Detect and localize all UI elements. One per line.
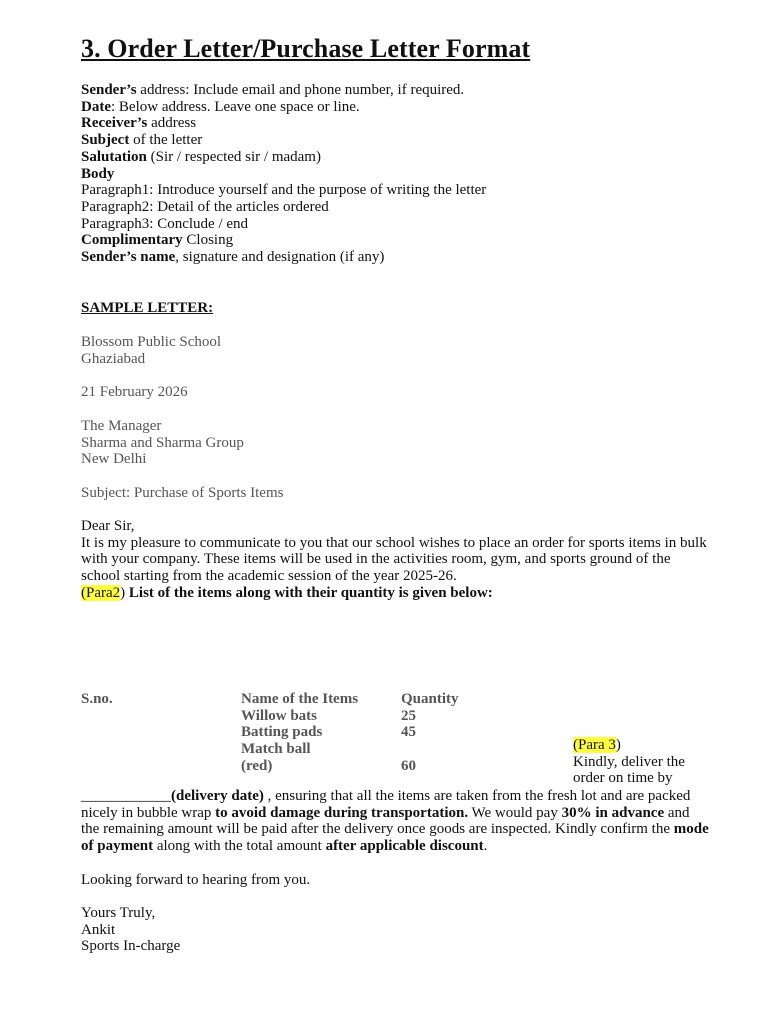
format-line [81, 115, 486, 132]
page-title: 3. Order Letter/Purchase Letter Format [81, 34, 531, 63]
format-desc: Paragraph2: Detail of the articles ordered [81, 198, 329, 215]
format-term: Body [81, 165, 115, 182]
format-term: Subject [81, 132, 130, 149]
format-line [81, 182, 486, 199]
para3-close: ) [615, 737, 621, 753]
format-line [81, 249, 486, 266]
table-header: Quantity [401, 691, 459, 707]
table-cell: Batting pads [241, 724, 323, 741]
closing-text: along with the total amount [153, 838, 326, 855]
format-desc: Closing [182, 232, 234, 249]
letter-date: 21 February 2026 [81, 384, 188, 400]
table-header: S.no. [81, 691, 113, 707]
format-desc: , signature and designation (if any) [175, 249, 385, 266]
format-term: Sender’s name [81, 249, 176, 266]
table-cell: 60 [401, 757, 416, 774]
closing-bold: mode of payment [81, 821, 709, 855]
closing-bold: 30% in advance [561, 804, 665, 821]
format-desc: (Sir / respected sir / madam) [146, 148, 321, 165]
address-line: Sharma and Sharma Group [81, 434, 244, 451]
format-term: Sender’s [81, 82, 137, 98]
format-term: Complimentary [81, 232, 183, 249]
table-cell: Willow bats [241, 707, 317, 724]
signoff [81, 905, 180, 955]
address-line: Ghaziabad [81, 350, 146, 367]
closing-text: . [483, 838, 488, 855]
closing-text: , ensuring that all the items are taken from the fresh lot and are packed nicely in bubble wrap [81, 788, 691, 821]
table-col-name [241, 691, 358, 775]
looking-forward: Looking forward to hearing from you. [81, 872, 311, 888]
letter-subject: Subject: Purchase of Sports Items [81, 485, 284, 501]
address-line: Blossom Public School [81, 334, 222, 350]
delivery-date-label: (delivery date) [171, 788, 264, 804]
para3-highlight: (Para 3 [573, 737, 616, 753]
format-line [81, 232, 486, 249]
signoff-line: Sports In-charge [81, 938, 181, 955]
table-cell: Match ball [241, 741, 311, 758]
table-header: Name of the Items [241, 691, 359, 707]
letter-body-intro [81, 518, 711, 602]
format-line [81, 99, 486, 116]
closing-text: We would pay [468, 804, 562, 821]
format-desc: : Below address. Leave one space or line. [111, 98, 360, 115]
format-line [81, 216, 486, 233]
table-cell: 45 [401, 724, 416, 741]
format-line [81, 132, 486, 149]
para2-highlight: (Para2 [81, 584, 121, 601]
signoff-line: Yours Truly, [81, 905, 156, 921]
format-term: Receiver’s [81, 115, 148, 132]
para3-line: order on time by [573, 770, 673, 787]
format-guide [81, 82, 486, 266]
format-line [81, 149, 486, 166]
table-cell: 25 [401, 707, 416, 724]
para3-note [573, 737, 713, 787]
address-line: The Manager [81, 418, 162, 434]
format-line [81, 199, 486, 216]
para3-tag-line [573, 737, 713, 754]
format-desc: address [147, 115, 197, 132]
para2-line [81, 585, 711, 602]
para2-text: List of the items along with their quantity is given below: [125, 584, 493, 601]
table-col-qty [401, 691, 459, 775]
table-cell: (red) [241, 757, 273, 774]
closing-bold: after applicable discount [325, 838, 484, 855]
para3-line: Kindly, deliver the [573, 753, 685, 770]
receiver-address [81, 418, 244, 468]
table-cell [401, 741, 459, 758]
delivery-blank: ____________ [81, 788, 171, 804]
closing-text: and the remaining amount will be paid after the delivery once goods are inspected. Kindly confirm the [81, 804, 690, 838]
format-desc: address: Include email and phone number, if required. [136, 82, 465, 98]
body-paragraph-1: It is my pleasure to communicate to you that our school wishes to place an order for sports items in bulk with your company. These items will be used in the activities room, gym, and sports ground of the school starting from the academic session of the year 2025-26. [81, 534, 707, 585]
format-desc: Paragraph1: Introduce yourself and the purpose of writing the letter [81, 182, 487, 199]
address-line: New Delhi [81, 451, 147, 468]
format-line [81, 166, 486, 183]
format-desc: Paragraph3: Conclude / end [81, 215, 249, 232]
format-desc: of the letter [129, 132, 203, 149]
closing-bold: to avoid damage during transportation. [215, 804, 469, 821]
signoff-line: Ankit [81, 921, 116, 938]
sample-heading: SAMPLE LETTER: [81, 300, 214, 316]
format-term: Salutation [81, 148, 147, 165]
para2-close: ) [120, 584, 126, 601]
format-line [81, 82, 486, 99]
format-term: Date [81, 98, 111, 115]
closing-paragraph [81, 788, 711, 855]
sender-address [81, 334, 221, 367]
salutation: Dear Sir, [81, 518, 135, 534]
table-col-sno [81, 691, 113, 708]
